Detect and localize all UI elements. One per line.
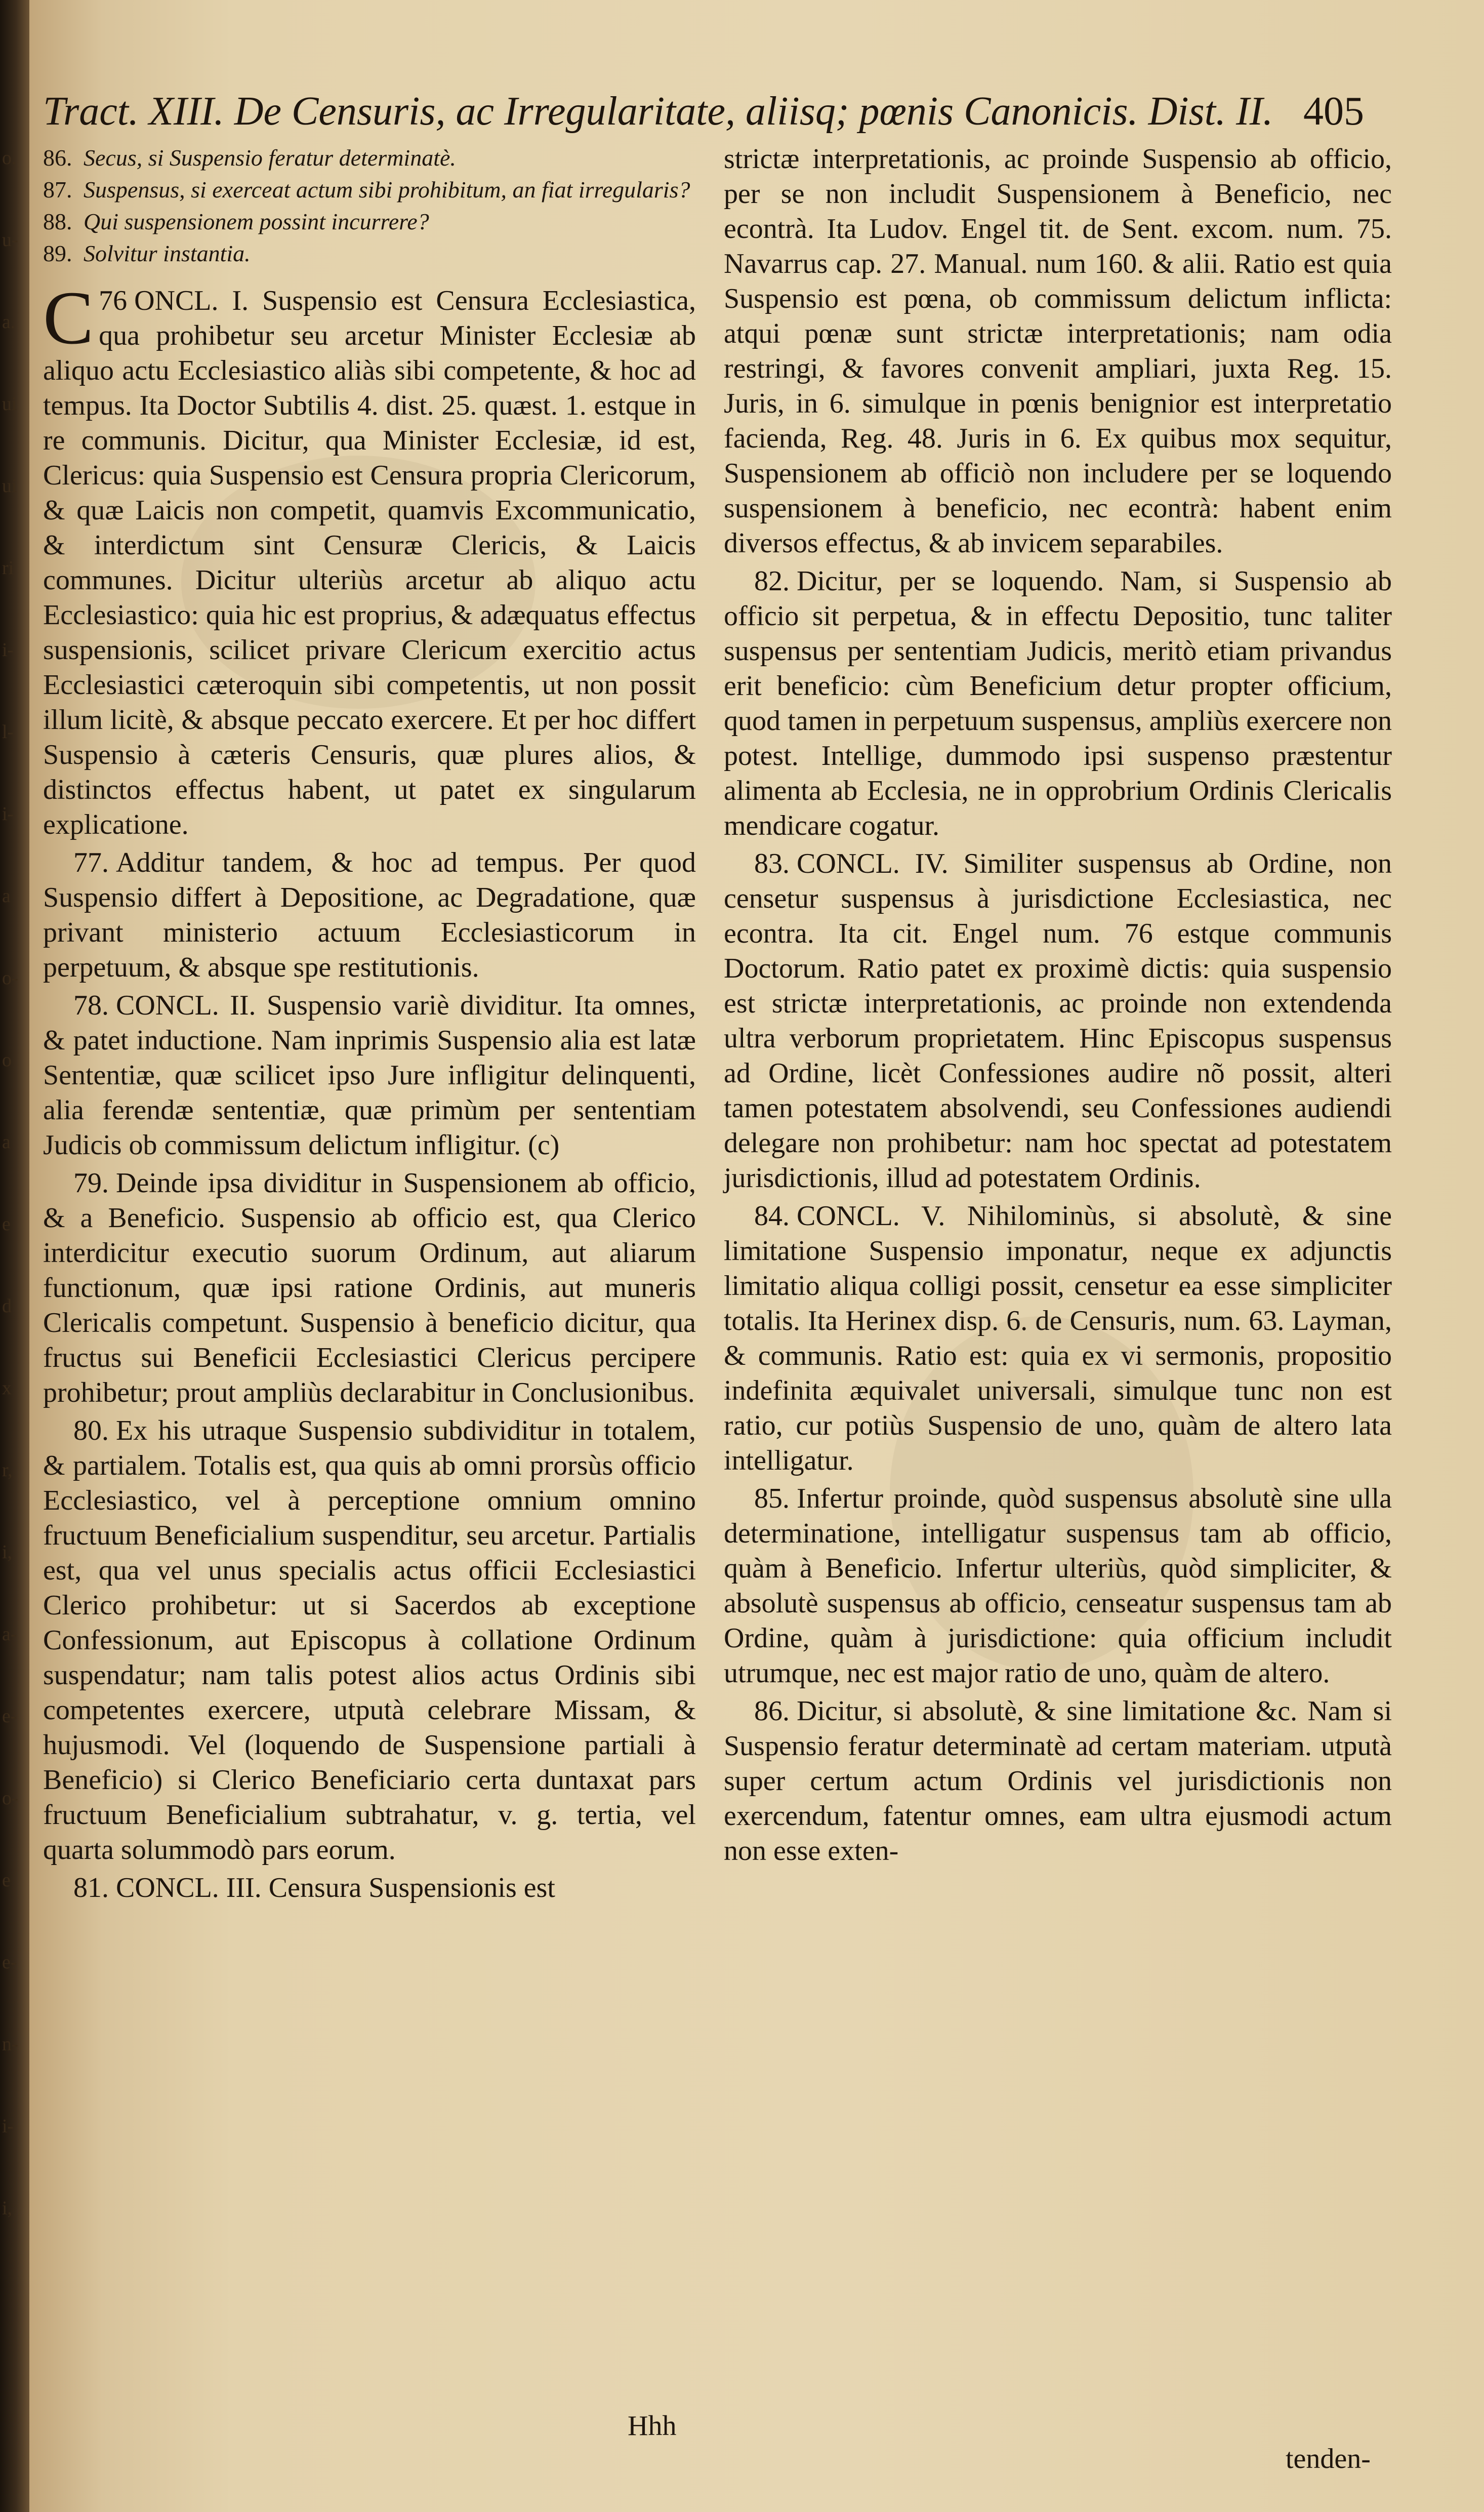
paragraph-text: ONCL. I. Suspensio est Censura Ecclesiastica, qua prohibetur seu arcetur Minister Ecclesiæ ab aliquo actu Ecclesiastico aliàs sibi competente, & hoc ad tempus. Ita Doctor Subtilis 4. dist. 25. quæst. 1. estque in re communis. Dicitur, qua Minister Ecclesiæ, id est, Clericus: quia Suspensio est Censura propria Clericorum, & quæ Laicis non competit, quamvis Excommunicatio, & interdictum sint Censuræ Clericis, & Laicis communes. Dicitur ulteriùs arcetur ab aliquo actu Ecclesiastico: quia hic est proprius, & adæquatus effectus suspensionis, scilicet privare Clericum exercitio actus Ecclesiastici cæteroquin sibi competentis, ut non possit illum licitè, & absque peccato exercere. Et per hoc differt Suspensio à cæteris Censuris, quæ plures alios, & distinctos effectus habent, ut patet ex singularum explicatione. [43,285,696,840]
paragraph-number: 83. [754,848,790,879]
margin-fragment: o [2,1049,12,1071]
margin-fragment: o- [2,967,18,989]
margin-fragment: ui [2,475,17,497]
margin-fragment: i, [2,2198,13,2219]
summary-text: Suspensus, si exerceat actum sibi prohibitum, an fiat irregularis? [84,177,690,202]
previous-page-edge-text [2,147,22,2273]
margin-fragment: a- [2,1624,17,1645]
summary-item [43,206,696,237]
paragraph-number: 82. [754,565,790,597]
summary-number: 87. [43,177,72,202]
paragraph [724,1199,1392,1478]
paragraph-number: 86. [754,1695,790,1727]
margin-fragment: d [2,1295,12,1317]
margin-fragment: ri [2,557,14,579]
margin-fragment: e [2,1213,11,1235]
paragraph-text: Additur tandem, & hoc ad tempus. Per quod Suspensio differt à Depositione, ac Degradatione, quæ privant ministerio actuum Ecclesiasticorum in perpetuum, & absque spe restitutionis. [43,847,696,983]
running-header [43,89,1364,134]
summary-item [43,174,696,206]
summary-number: 89. [43,240,72,266]
paragraph [43,1871,696,1906]
paragraph [724,142,1392,561]
paragraph-number: 78. [73,990,109,1021]
signature-mark: Hhh [628,2410,677,2442]
paragraph-number: 77. [73,847,109,878]
summary-text: Solvitur instantia. [84,240,251,266]
running-title: Tract. XIII. De Censuris, ac Irregularitate, aliisq; pœnis Canonicis. Dist. II. [43,89,1273,134]
right-column-paragraphs [724,142,1392,1869]
summary-number: 86. [43,145,72,171]
margin-fragment: e [2,1870,11,1891]
paragraph-number: 81. [73,1872,109,1903]
drop-capital: C [43,276,94,360]
margin-fragment: e- [2,1952,17,1973]
margin-fragment: u- [2,229,18,251]
paragraph-text: Dicitur, si absolutè, & sine limitatione &c. Nam si Suspensio feratur determinatè ad certam materiam. utputà super certum actum Ordinis vel jurisdictionis non exercendum, fatentur omnes, eam ultra ejusmodi actum non esse exten- [724,1695,1392,1867]
summary-item [43,237,696,269]
paragraph-text: CONCL. V. Nihilominùs, si absolutè, & sine limitatione Suspensio imponatur, neque ex adjunctis limitatio aliqua colligi possit, censetur ea esse simpliciter totalis. Ita Herinex disp. 6. de Censuris, num. 63. Layman, & communis. Ratio est: quia ex vi sermonis, propositio indefinita æquivalet universali, simulque tunc non est ratio, cur potiùs Suspensio de uno, quàm de altero lata intelligatur. [724,1200,1392,1476]
paragraph-number: 79. [73,1167,109,1199]
paragraph-number: 84. [754,1200,790,1232]
paragraph [43,276,696,842]
paragraph-number: 80. [73,1415,109,1446]
paragraph [43,845,696,985]
paragraph-text: Infertur proinde, quòd suspensus absolutè sine ulla determinatione, intelligatur suspensus tam ab officio, quàm à Beneficio. Infertur ulteriùs, quòd simpliciter, & absolutè suspensus ab officio, censeatur suspensus tam ab Ordine, quàm à jurisdictione: quia officium includit utrumque, nec est major ratio de uno, quàm de altero. [724,1483,1392,1689]
right-column [724,142,1392,1872]
margin-fragment: e- [2,1706,17,1727]
summary-text: Secus, si Suspensio feratur determinatè. [84,145,456,171]
paragraph-number: 76 [99,285,128,316]
paragraph-text: Ex his utraque Suspensio subdividitur in totalem, & partialem. Totalis est, qua quis ab omni prorsùs officio Ecclesiastico, vel à perceptione omnium omnino fructuum Beneficialium suspenditur, seu arcetur. Partialis est, qua vel unus specialis actus officii Ecclesiastici Clerico prohibetur: ut si Sacerdos ab exceptione Confessionum, aut Episcopus à collatione Ordinum suspendatur; nam talis potest alios actus Ordinis sibi competentes exercere, utputà celebrare Missam, & hujusmodi. Vel (loquendo de Suspensione partiali à Beneficio) si Clerico Beneficiario certa duntaxat pars fructuum Beneficialium subtrahatur, v. g. tertia, vel quarta solummodò pars eorum. [43,1415,696,1866]
margin-fragment: i- [2,639,14,661]
paragraph [724,564,1392,843]
paragraph [724,1694,1392,1869]
paragraph-text: strictæ interpretationis, ac proinde Suspensio ab officio, per se non includit Suspensionem à Beneficio, nec econtrà. Ita Ludov. Engel tit. de Sent. excom. num. 75. Navarrus cap. 27. Manual. num 160. & alii. Ratio est quia Suspensio est pœna, ob commissum delictum inflicta: atqui pœnæ sunt strictæ interpretationis; nam odia restringi, & favores convenit ampliari, juxta Reg. 15. Juris, in 6. simulque in pœnis benignior est interpretatio facienda, Reg. 48. Juris in 6. Ex quibus mox sequitur, Suspensionem ab officiò non includere per se loquendo suspensionem à beneficio, nec econtrà: habent enim diversos effectus, & ab invicem separabiles. [724,143,1392,559]
paragraph [43,988,696,1163]
paragraph [724,846,1392,1196]
margin-fragment: i- [2,2116,14,2137]
page-number: 405 [1303,89,1364,134]
left-column-paragraphs [43,276,696,1906]
margin-fragment: i, [2,1542,13,1563]
paragraph-number: 85. [754,1483,790,1514]
section-summary-list [43,142,696,269]
margin-fragment: a [2,885,11,907]
margin-fragment: a [2,1131,11,1153]
margin-fragment: x [2,1377,12,1399]
catchword: tenden- [1286,2443,1371,2475]
margin-fragment: ui [2,393,17,415]
margin-fragment: r, [2,1460,13,1481]
margin-fragment: n- [2,2034,18,2055]
summary-number: 88. [43,209,72,234]
margin-fragment: i- [2,803,14,825]
margin-fragment: l- [2,721,14,743]
paragraph-text: CONCL. III. Censura Suspensionis est [116,1872,555,1903]
paragraph [724,1481,1392,1691]
summary-item [43,142,696,174]
paragraph-text: Dicitur, per se loquendo. Nam, si Suspensio ab officio sit perpetua, & in effectu Depositio, tunc taliter suspensus per sententiam Judicis, meritò etiam privandus erit beneficio: cùm Beneficium detur propter officium, quod tamen in perpetuum suspensus, ampliùs exercere non potest. Intellige, dummodo ipsi suspenso præstentur alimenta ab Ecclesia, ne in opprobrium Ordinis Clericalis mendicare cogatur. [724,565,1392,841]
paragraph-text: CONCL. IV. Similiter suspensus ab Ordine, non censetur suspensus à jurisdictione Ecclesiastica, nec econtra. Ita cit. Engel num. 76 estque communis Doctorum. Ratio patet ex proximè dictis: quia suspensio est strictæ interpretationis, ac proinde non extendenda ultra verborum proprietatem. Hinc Episcopus suspensus ad Ordine, licèt Confessiones audire nõ possit, alteri tamen potestatem absolvendi, seu Confessiones audiendi delegare non prohibetur: nam hoc spectat ad potestatem jurisdictionis, illud ad potestatem Ordinis. [724,848,1392,1194]
paragraph-text: CONCL. II. Suspensio variè dividitur. Ita omnes, & patet inductione. Nam inprimis Suspensio alia est latæ Sententiæ, quæ scilicet ipso Jure infligitur delinquenti, alia ferendæ sententiæ, quæ primùm per sententiam Judicis ob commissum delictum infligitur. (c) [43,990,696,1161]
paragraph [43,1166,696,1410]
margin-fragment: o- [2,1788,18,1809]
summary-text: Qui suspensionem possint incurrere? [84,209,429,234]
paragraph [43,1413,696,1868]
margin-fragment: o. [2,147,17,169]
left-column [43,142,696,1909]
margin-fragment: a. [2,311,16,333]
paragraph-text: Deinde ipsa dividitur in Suspensionem ab officio, & a Beneficio. Suspensio ab officio est, qua Clerico interdicitur executio suorum Ordinum, aut aliarum functionum, quæ ipsi ratione Ordinis, aut muneris Clericalis competunt. Suspensio à beneficio dicitur, qua fructus sui Beneficii Ecclesiastici Clericus percipere prohibetur; prout ampliùs declarabitur in Conclusionibus. [43,1167,696,1408]
